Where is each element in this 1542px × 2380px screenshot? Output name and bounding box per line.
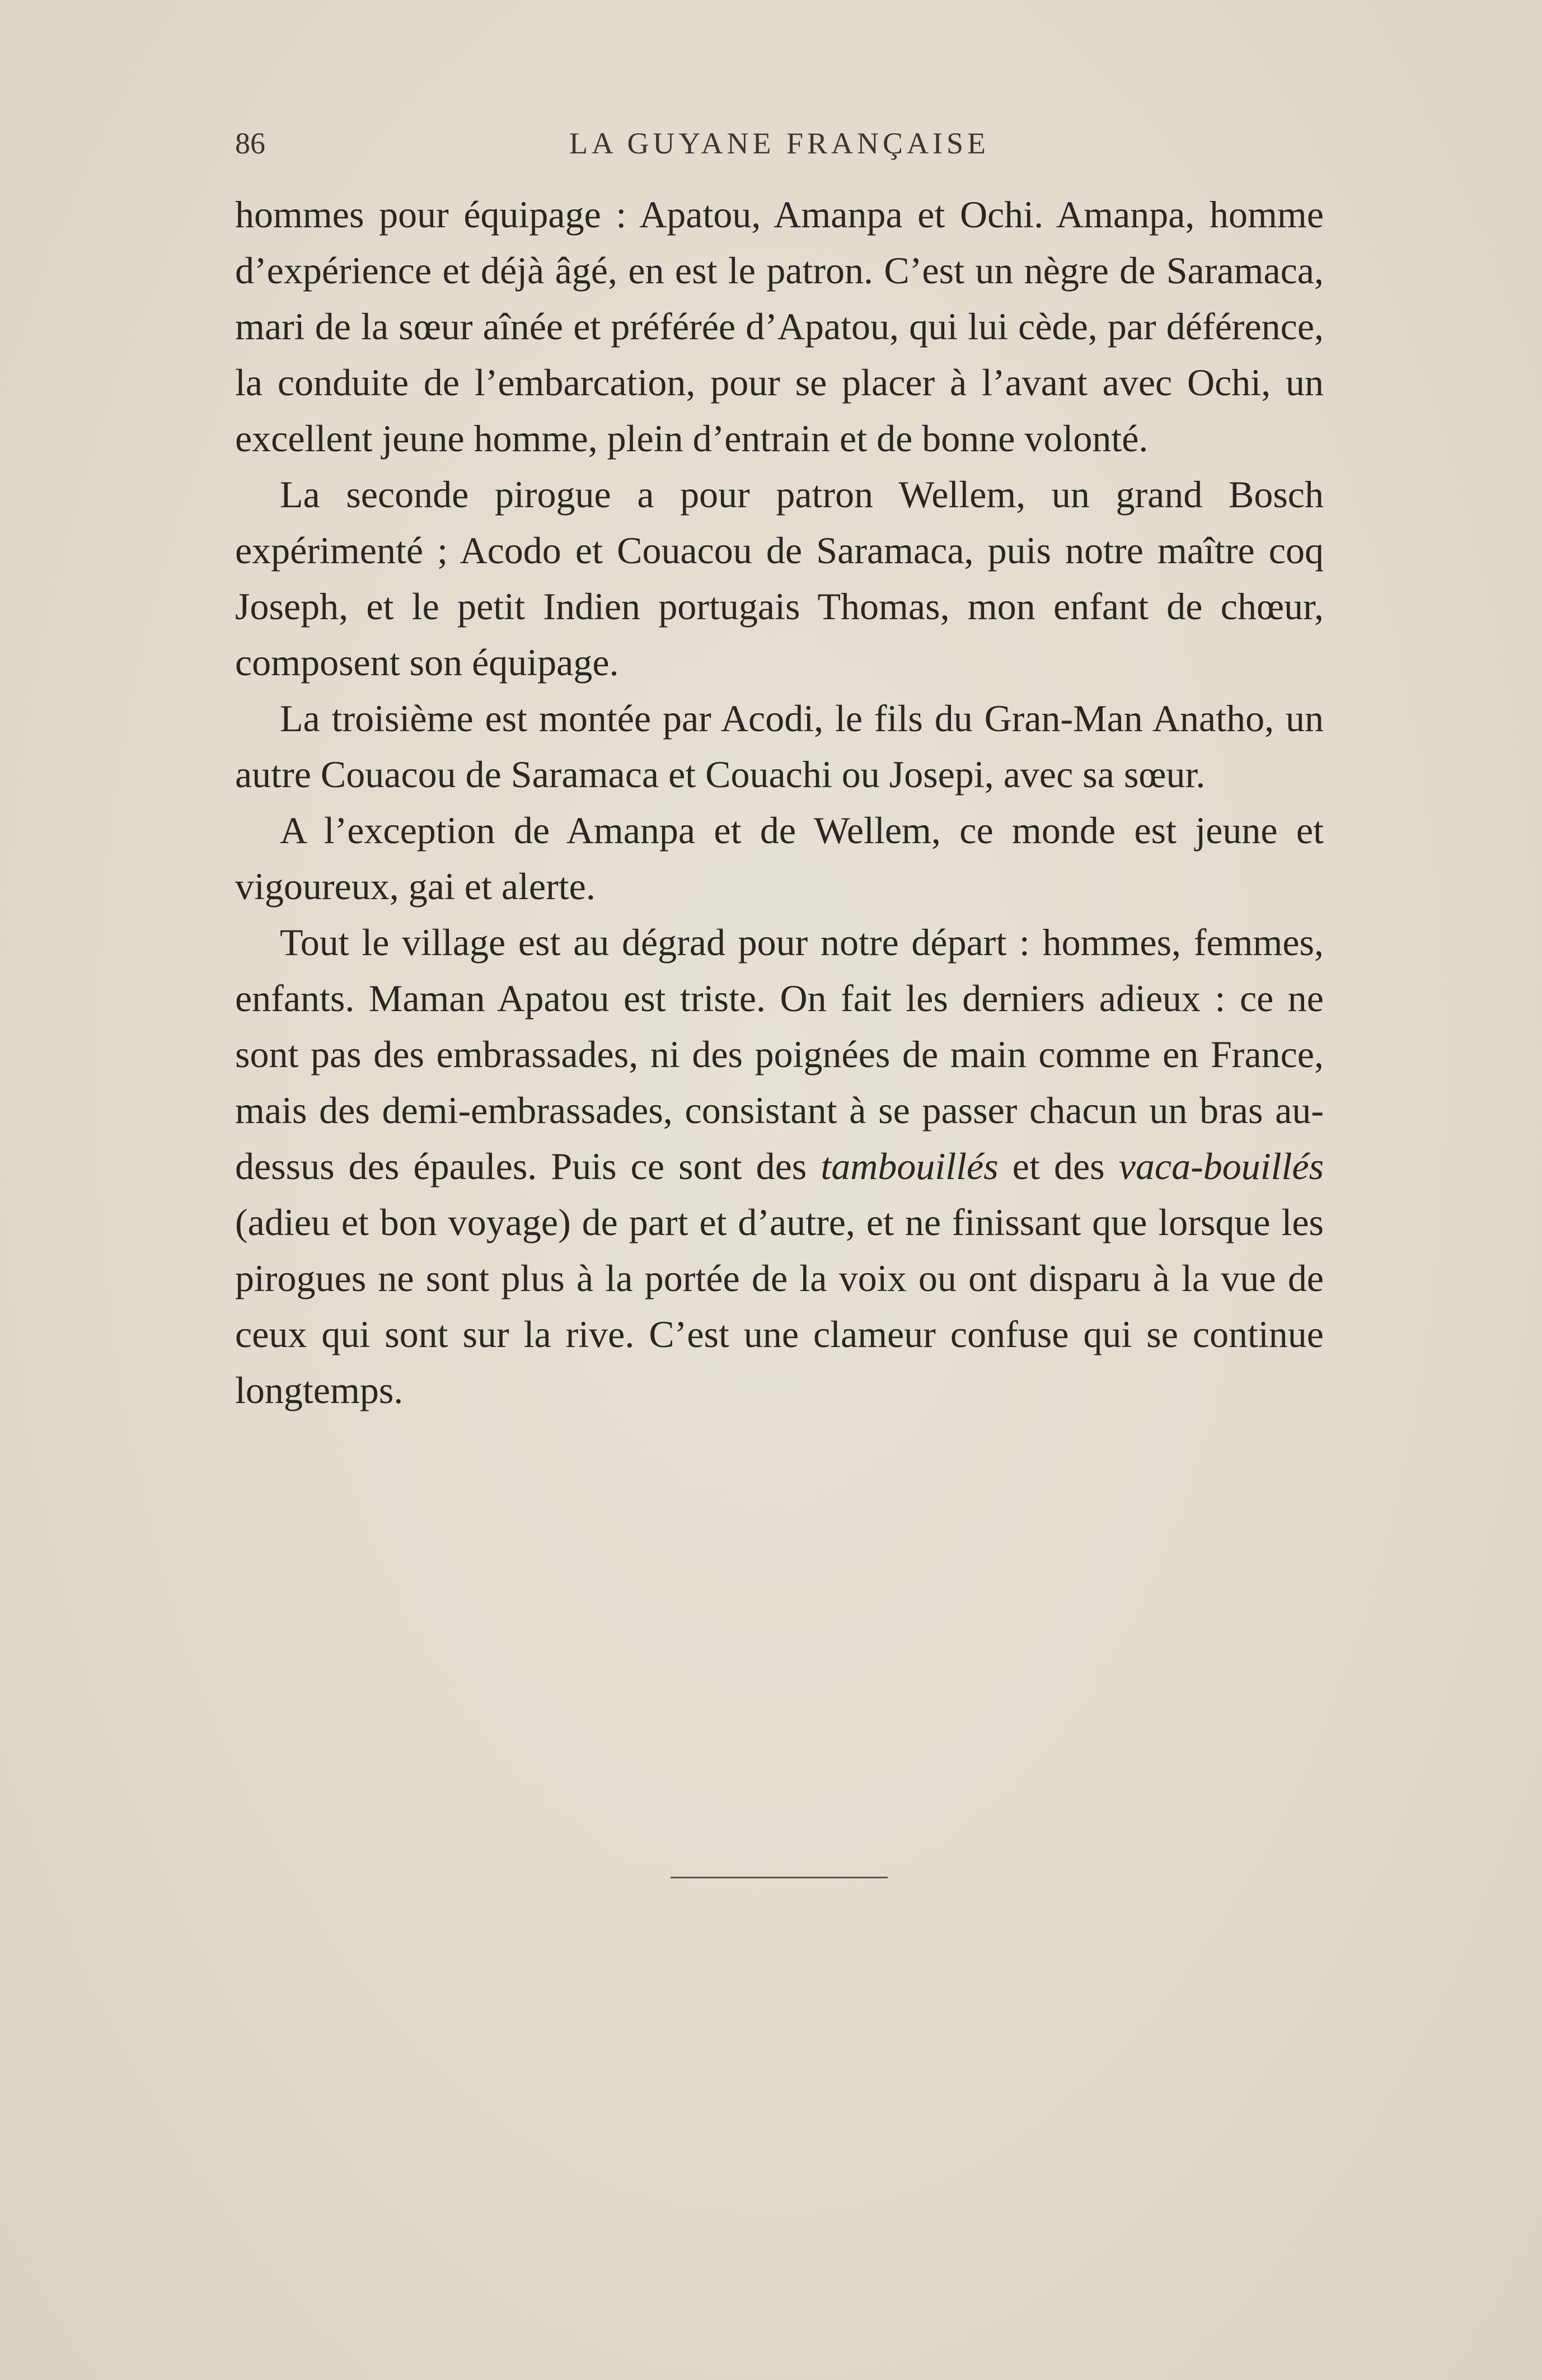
paragraph-5-part-3: (adieu et bon voyage) de part et d’autre, et ne finissant que lorsque les pirogues ne sont plus à la portée de la voix ou ont disparu à la vue de ceux qui sont sur la rive. C’est une clameur confuse qui se continue longtemps.: [235, 1201, 1324, 1411]
paragraph-3: La troisième est montée par Acodi, le fils du Gran-Man Anatho, un autre Couacou de Saramaca et Couachi ou Josepi, avec sa sœur.: [235, 697, 1324, 796]
paragraph-4: A l’exception de Amanpa et de Wellem, ce monde est jeune et vigoureux, gai et alerte.: [235, 809, 1324, 908]
end-rule: [671, 1877, 888, 1878]
paragraph-5-part-1: Tout le village est au dégrad pour notre départ : hommes, femmes, enfants. Maman Apatou est triste. On fait les derniers adieux : ce ne sont pas des embrassades, ni des poignées de main comme en France, mais des demi-embrassades, consistant à se passer chacun un bras au-dessus des épaules. Puis ce sont des: [235, 921, 1324, 1187]
italic-term-vaca-bouilles: vaca-bouillés: [1118, 1145, 1324, 1187]
running-head: [235, 126, 1324, 165]
paragraph-5: [235, 914, 1324, 1418]
running-title: LA GUYANE FRANÇAISE: [569, 127, 990, 160]
page-number: 86: [235, 127, 265, 160]
paragraph-5-part-2: et des: [1012, 1145, 1105, 1187]
italic-term-tambouilles: tambouillés: [821, 1145, 999, 1187]
body-text: [235, 186, 1324, 1418]
paragraph-1: hommes pour équipage : Apatou, Amanpa et Ochi. Amanpa, homme d’expérience et déjà âgé, en est le patron. C’est un nègre de Saramaca, mari de la sœur aînée et préférée d’Apatou, qui lui cède, par déférence, la conduite de l’embarcation, pour se placer à l’avant avec Ochi, un excellent jeune homme, plein d’entrain et de bonne volonté.: [235, 193, 1324, 460]
paragraph-2: La seconde pirogue a pour patron Wellem, un grand Bosch expérimenté ; Acodo et Couacou de Saramaca, puis notre maître coq Joseph, et le petit Indien portugais Thomas, mon enfant de chœur, composent son équipage.: [235, 473, 1324, 684]
